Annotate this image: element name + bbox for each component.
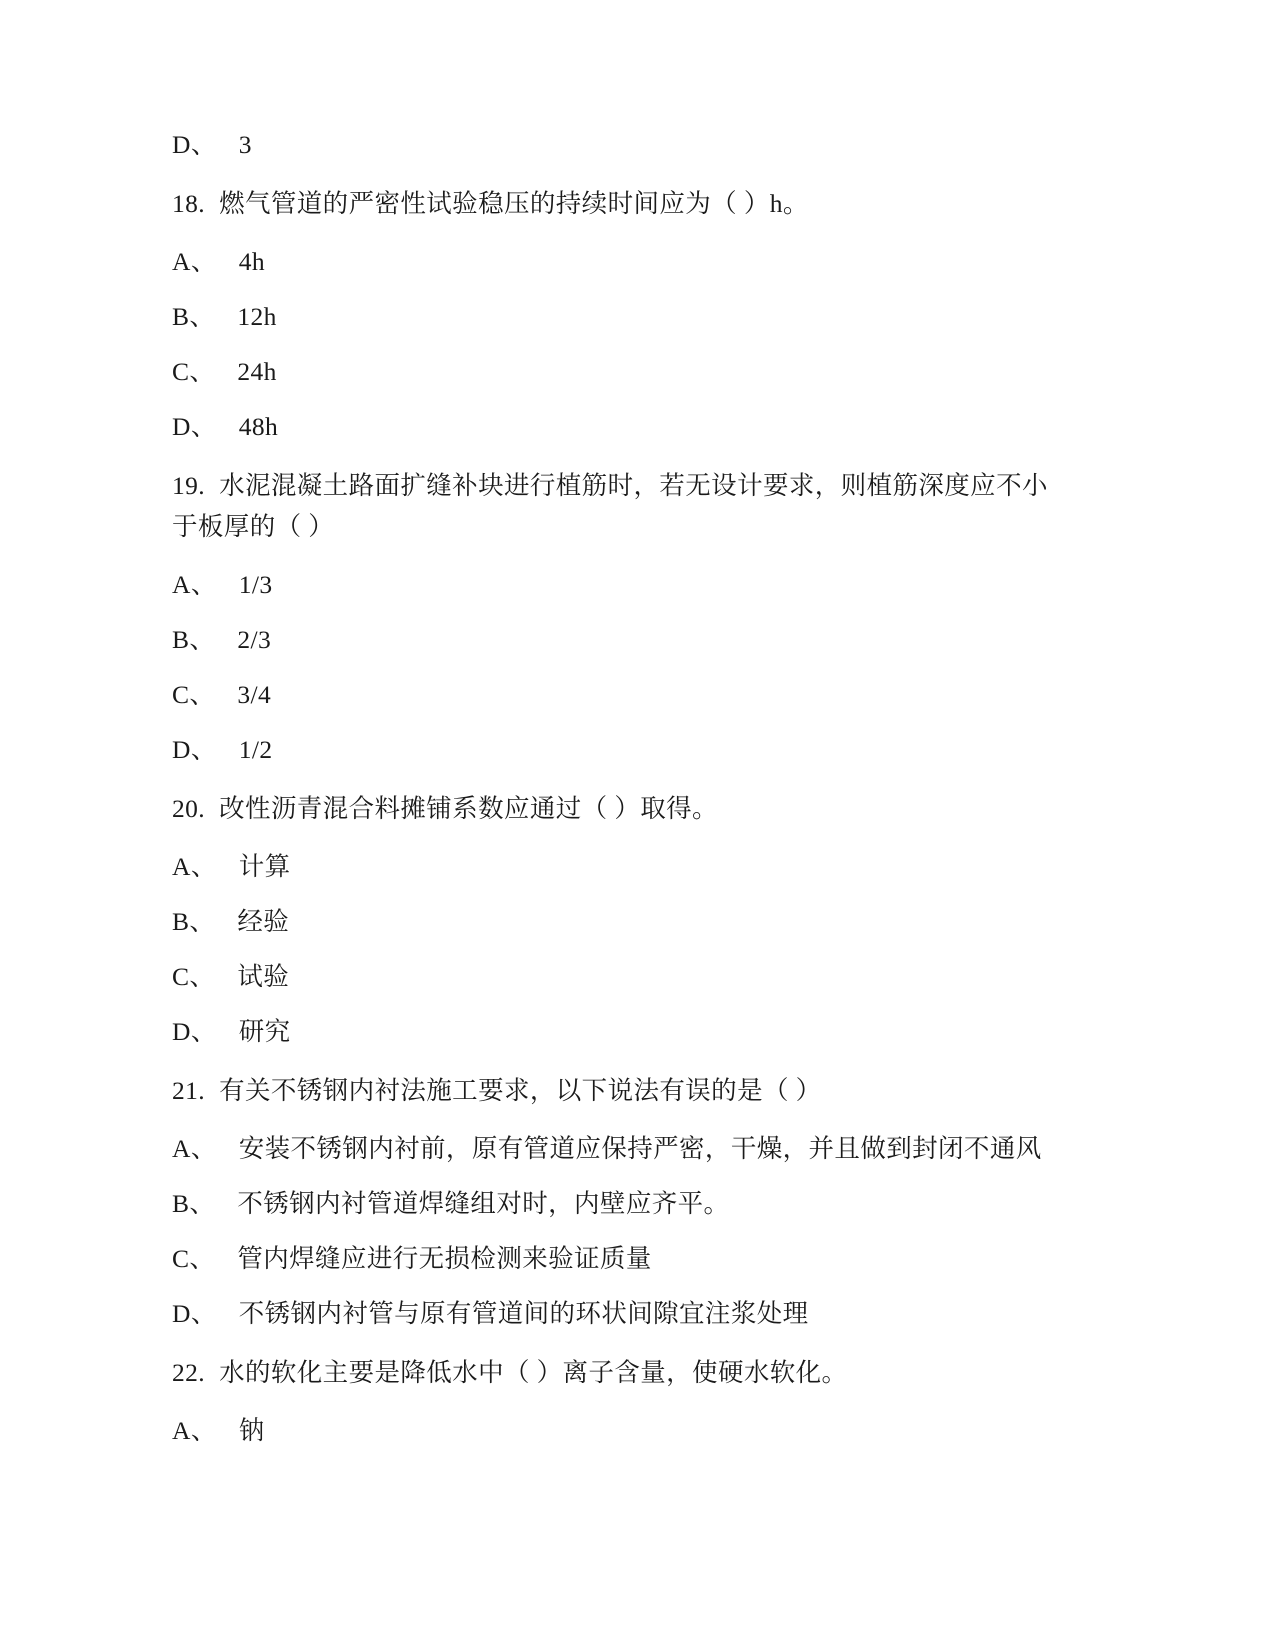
answer-option	[172, 1242, 1072, 1276]
question-number: 22.	[172, 1358, 206, 1387]
question-stem	[172, 183, 1052, 224]
option-text: 管内焊缝应进行无损检测来验证质量	[237, 1244, 652, 1273]
answer-option	[172, 128, 1072, 162]
option-text: 钠	[238, 1416, 265, 1445]
option-text: 3	[238, 130, 252, 159]
answer-option	[172, 850, 1072, 884]
option-text: 计算	[238, 852, 291, 881]
option-label: D、	[172, 1299, 217, 1328]
option-label: A、	[172, 570, 217, 599]
question-number: 19.	[172, 471, 206, 500]
option-label: C、	[172, 357, 216, 386]
answer-option	[172, 733, 1072, 767]
question-stem	[172, 788, 1052, 829]
question-text: 水泥混凝土路面扩缝补块进行植筋时，若无设计要求，则植筋深度应不小于板厚的（ ）	[172, 471, 1048, 541]
question-list	[172, 128, 1072, 1469]
option-label: B、	[172, 1189, 216, 1218]
option-text: 3/4	[237, 680, 272, 709]
option-label: B、	[172, 625, 216, 654]
option-text: 12h	[237, 302, 277, 331]
question-text: 改性沥青混合料摊铺系数应通过（ ）取得。	[219, 794, 718, 823]
option-text: 4h	[238, 247, 266, 276]
question-number: 20.	[172, 794, 206, 823]
option-text: 48h	[238, 412, 279, 441]
option-label: A、	[172, 852, 217, 881]
option-label: A、	[172, 1416, 217, 1445]
option-label: D、	[172, 130, 217, 159]
option-text: 不锈钢内衬管道焊缝组对时，内壁应齐平。	[237, 1189, 730, 1218]
answer-option	[172, 905, 1072, 939]
answer-option	[172, 1414, 1072, 1448]
option-label: D、	[172, 1017, 217, 1046]
option-text: 研究	[238, 1017, 291, 1046]
option-label: C、	[172, 962, 216, 991]
question-text: 燃气管道的严密性试验稳压的持续时间应为（ ）h。	[219, 189, 809, 218]
option-text: 2/3	[237, 625, 272, 654]
answer-option	[172, 568, 1072, 602]
answer-option	[172, 678, 1072, 712]
question-stem	[172, 1070, 1052, 1111]
question-text: 水的软化主要是降低水中（ ）离子含量，使硬水软化。	[219, 1358, 848, 1387]
answer-option	[172, 1015, 1072, 1049]
answer-option	[172, 300, 1072, 334]
question-stem	[172, 1352, 1052, 1393]
option-label: D、	[172, 735, 217, 764]
option-label: B、	[172, 302, 216, 331]
option-text: 安装不锈钢内衬前，原有管道应保持严密，干燥，并且做到封闭不通风	[238, 1134, 1042, 1163]
answer-option	[172, 1132, 1072, 1166]
question-text: 有关不锈钢内衬法施工要求，以下说法有误的是（ ）	[219, 1076, 822, 1105]
option-label: C、	[172, 1244, 216, 1273]
option-text: 24h	[237, 357, 277, 386]
question-stem	[172, 465, 1052, 547]
question-number: 18.	[172, 189, 206, 218]
option-label: D、	[172, 412, 217, 441]
answer-option	[172, 355, 1072, 389]
option-text: 不锈钢内衬管与原有管道间的环状间隙宜注浆处理	[238, 1299, 809, 1328]
option-text: 1/3	[238, 570, 273, 599]
option-text: 试验	[237, 962, 290, 991]
answer-option	[172, 1187, 1072, 1221]
option-label: A、	[172, 247, 217, 276]
option-text: 1/2	[238, 735, 273, 764]
question-number: 21.	[172, 1076, 206, 1105]
answer-option	[172, 410, 1072, 444]
answer-option	[172, 960, 1072, 994]
answer-option	[172, 623, 1072, 657]
answer-option	[172, 245, 1072, 279]
option-label: B、	[172, 907, 216, 936]
option-text: 经验	[237, 907, 290, 936]
answer-option	[172, 1297, 1072, 1331]
option-label: A、	[172, 1134, 217, 1163]
option-label: C、	[172, 680, 216, 709]
